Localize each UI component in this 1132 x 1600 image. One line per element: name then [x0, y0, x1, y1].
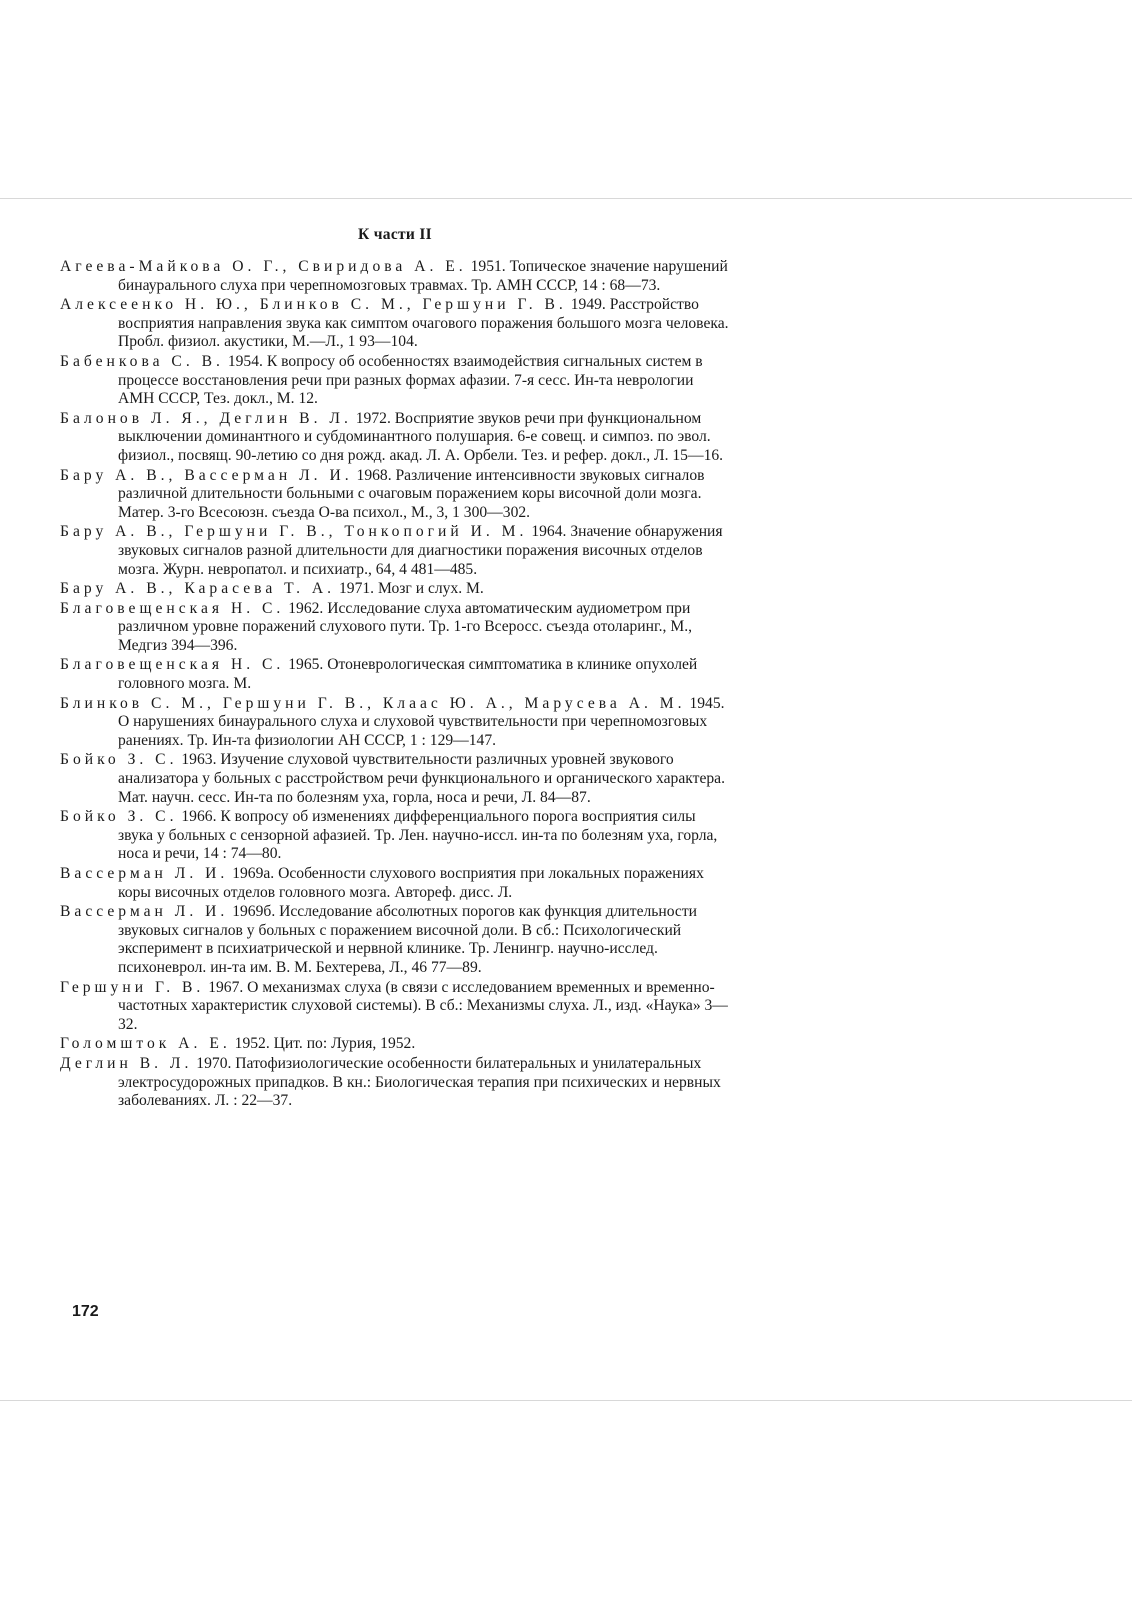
reference-authors: Благовещенская Н. С.	[60, 599, 285, 617]
reference-authors: Вассерман Л. И.	[60, 903, 229, 921]
reference-text: 1945. О нарушениях бинаурального слуха и слуховой чувствительности при черепномозговых ранениях. Тр. Ин-та физиологии АН СССР, 1 : 129—147.	[118, 694, 725, 749]
reference-entry	[60, 1055, 730, 1111]
reference-entry	[60, 979, 730, 1035]
reference-text: 1963. Изучение слуховой чувствительности различных уровней звукового анализатора у больных с расстройством речи функционального и органического характера. Мат. научн. сесс. Ин-та по болезням уха, горла, носа и речи, Л. 84—87.	[118, 751, 725, 806]
page-number: 172	[72, 1303, 99, 1320]
reference-entry	[60, 695, 730, 751]
reference-text: 1966. К вопросу об изменениях дифференциального порога восприятия силы звука у больных с сензорной афазией. Тр. Лен. научно-иссл. ин-та по болезням уха, горла, носа и речи, 14 : 74—80.	[118, 808, 718, 863]
reference-authors: Вассерман Л. И.	[60, 865, 229, 882]
reference-authors: Бойко З. С.	[60, 808, 178, 826]
reference-entry	[60, 580, 730, 599]
reference-text: 1972. Восприятие звуков речи при функциональном выключении доминантного и субдоминантного полушария. 6-е совещ. и симпоз. по эвол. физиол., посвящ. 90-летию со дня рожд. акад. Л. А. Орбели. Тез. и рефер. докл., Л. 15—16.	[118, 409, 724, 464]
reference-authors: Бару А. В., Гершуни Г. В., Тонкопогий И. М.	[60, 523, 528, 541]
reference-entry	[60, 296, 730, 352]
reference-text: 1952. Цит. по: Лурия, 1952.	[230, 1035, 416, 1053]
reference-entry	[60, 410, 730, 466]
reference-text: 1965. Отоневрологическая симптоматика в клинике опухолей головного мозга. М.	[118, 656, 698, 693]
reference-authors: Голомшток А. Е.	[60, 1035, 231, 1053]
reference-text: 1971. Мозг и слух. М.	[335, 580, 484, 598]
reference-authors: Бару А. В., Вассерман Л. И.	[60, 466, 353, 484]
reference-list	[60, 258, 730, 1111]
reference-authors: Благовещенская Н. С.	[60, 656, 285, 674]
reference-text: 1969б. Исследование абсолютных порогов как функция длительности звуковых сигналов у больных с поражением височной доли. В сб.: Психологический эксперимент в психиатрической и нервной клинике. Тр. Ленингр. научно-исслед. психоневрол. ин-та им. В. М. Бехтерева, Л., 46 77—89.	[118, 903, 697, 976]
reference-text: 1968. Различение интенсивности звуковых сигналов различной длительности больными с очаговым поражением коры височной доли мозга. Матер. 3-го Всесоюзн. съезда О-ва психол., М., 3, 1 300—302.	[118, 466, 705, 521]
reference-entry	[60, 656, 730, 693]
bibliography-page	[60, 226, 730, 1112]
reference-authors: Блинков С. М., Гершуни Г. В., Клаас Ю. А., Марусева А. М.	[60, 694, 686, 712]
reference-entry	[60, 903, 730, 977]
reference-text: 1951. Топическое значение нарушений бинаурального слуха при черепномозговых травмах. Тр. АМН СССР, 14 : 68—73.	[118, 258, 728, 294]
reference-entry	[60, 808, 730, 864]
reference-entry	[60, 258, 730, 295]
reference-authors: Агеева-Майкова О. Г., Свиридова А. Е.	[60, 258, 467, 275]
reference-entry	[60, 523, 730, 579]
section-heading: К части II	[358, 226, 432, 243]
reference-text: 1970. Патофизиологические особенности билатеральных и унилатеральных электросудорожных припадков. В кн.: Биологическая терапия при психических и нервных заболеваниях. Л. : 22—37.	[118, 1054, 721, 1110]
reference-text: 1962. Исследование слуха автоматическим аудиометром при различном уровне поражений слухового пути. Тр. 1-го Всеросс. съезда отоларинг., М., Медгиз 394—396.	[118, 599, 692, 654]
reference-text: 1969а. Особенности слухового восприятия при локальных поражениях коры височных отделов головного мозга. Автореф. дисс. Л.	[118, 865, 704, 901]
reference-entry	[60, 467, 730, 523]
reference-authors: Балонов Л. Я., Деглин В. Л.	[60, 409, 352, 427]
reference-text: 1964. Значение обнаружения звуковых сигналов разной длительности для диагностики поражения височных отделов мозга. Журн. невропатол. и психиатр., 64, 4 481—485.	[118, 523, 723, 578]
scan-edge-bottom	[0, 1400, 1132, 1401]
reference-entry	[60, 865, 730, 902]
reference-authors: Бабенкова С. В.	[60, 352, 224, 370]
reference-text: 1954. К вопросу об особенностях взаимодействия сигнальных систем в процессе восстановления речи при разных формах афазии. 7-я сесс. Ин-та неврологии АМН СССР, Тез. докл., М. 12.	[118, 352, 703, 408]
reference-authors: Бойко З. С.	[60, 751, 178, 769]
reference-authors: Гершуни Г. В.	[60, 978, 205, 996]
reference-entry	[60, 751, 730, 807]
reference-authors: Деглин В. Л.	[60, 1054, 193, 1072]
reference-entry	[60, 600, 730, 656]
scan-edge-top	[0, 198, 1132, 199]
reference-entry	[60, 353, 730, 409]
reference-authors: Бару А. В., Карасева Т. А.	[60, 580, 336, 598]
reference-text: 1967. О механизмах слуха (в связи с исследованием временных и временно-частотных характеристик слуховой системы). В сб.: Механизмы слуха. Л., изд. «Наука» 3—32.	[118, 978, 728, 1033]
reference-text: 1949. Расстройство восприятия направления звука как симптом очагового поражения большого мозга человека. Пробл. физиол. акустики, М.—Л., 1 93—104.	[118, 296, 729, 351]
reference-entry	[60, 1035, 730, 1054]
reference-authors: Алексеенко Н. Ю., Блинков С. М., Гершуни Г. В.	[60, 296, 567, 314]
